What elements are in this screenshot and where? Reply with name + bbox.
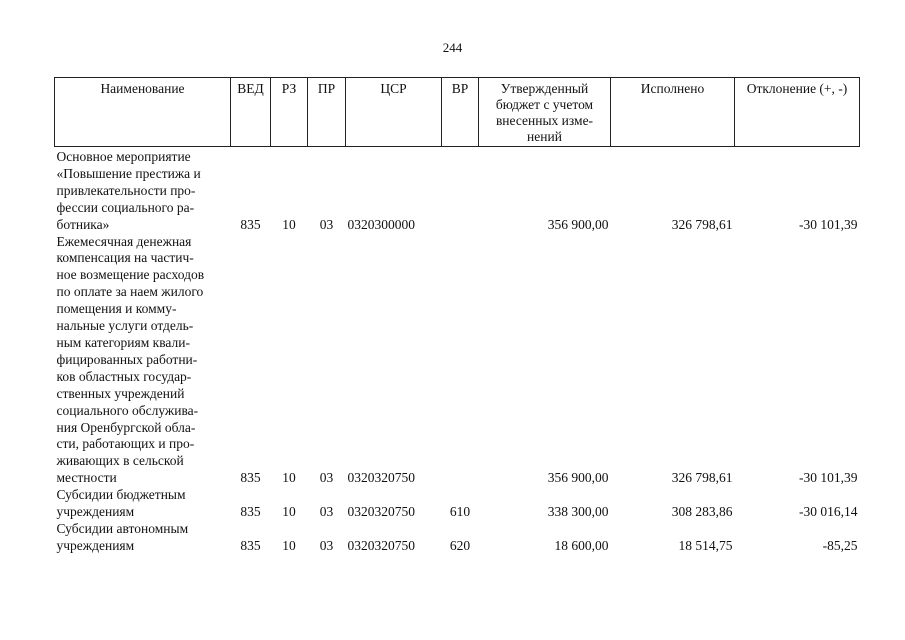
row-ved: 835	[240, 470, 261, 486]
row-rz: 10	[282, 216, 296, 232]
header-rz: РЗ	[271, 78, 308, 147]
header-approved: Утвержденный бюджет с учетом внесенных изме-нений	[479, 78, 611, 147]
table-row	[55, 147, 860, 234]
header-csr: ЦСР	[346, 78, 442, 147]
row-vr: 620	[449, 537, 471, 553]
row-rz: 10	[282, 504, 296, 520]
table-row	[55, 487, 860, 521]
header-executed: Исполнено	[611, 78, 735, 147]
row-approved: 338 300,00	[547, 504, 609, 520]
row-executed: 326 798,61	[671, 470, 733, 486]
row-ved: 835	[240, 537, 261, 553]
row-name: Субсидии автономным учреждениям	[56, 520, 189, 553]
table-row	[55, 234, 860, 488]
row-approved: 356 900,00	[547, 216, 609, 232]
row-executed: 308 283,86	[671, 504, 733, 520]
table-body	[55, 147, 860, 555]
row-pr: 03	[319, 470, 334, 486]
row-name: Основное мероприятие «Повышение престижа и привлекательности про- фессии социального ра- ботника»	[56, 149, 201, 232]
header-vr: ВР	[442, 78, 479, 147]
row-rz: 10	[282, 537, 296, 553]
header-name: Наименование	[55, 78, 231, 147]
row-vr	[442, 234, 479, 488]
row-csr: 0320320750	[347, 537, 415, 553]
row-approved: 356 900,00	[547, 470, 609, 486]
header-ved: ВЕД	[231, 78, 271, 147]
budget-table	[54, 77, 860, 555]
row-pr: 03	[319, 537, 334, 553]
row-executed: 18 514,75	[678, 537, 733, 553]
row-deviation: -85,25	[822, 537, 858, 553]
row-name: Ежемесячная денежная компенсация на частич- ное возмещение расходов по оплате за наем жилого помещения и комму- нальные услуги отдель- ным категориям квали- фицированных работни- ков областных государ- ственных учреждений социального обслужива- ния Оренбургской обла- сти, работающих и про- живающих в сельской местности	[56, 233, 205, 486]
row-name: Субсидии бюджетным учреждениям	[56, 487, 186, 520]
table-row	[55, 521, 860, 555]
row-rz: 10	[282, 470, 296, 486]
row-deviation: -30 101,39	[799, 470, 858, 486]
row-ved: 835	[240, 504, 261, 520]
row-ved: 835	[240, 216, 261, 232]
page-number: 244	[442, 40, 463, 55]
row-pr: 03	[319, 504, 334, 520]
row-approved: 18 600,00	[554, 537, 609, 553]
table-header	[55, 78, 860, 147]
row-executed: 326 798,61	[671, 216, 733, 232]
row-vr	[442, 147, 479, 234]
row-pr: 03	[319, 216, 334, 232]
row-deviation: -30 016,14	[799, 504, 858, 520]
row-csr: 0320320750	[347, 504, 415, 520]
row-deviation: -30 101,39	[799, 216, 858, 232]
row-csr: 0320300000	[347, 216, 415, 232]
row-vr: 610	[449, 504, 471, 520]
header-pr: ПР	[308, 78, 346, 147]
header-deviation: Отклонение (+, -)	[735, 78, 860, 147]
row-csr: 0320320750	[347, 470, 415, 486]
header-row	[55, 78, 860, 147]
